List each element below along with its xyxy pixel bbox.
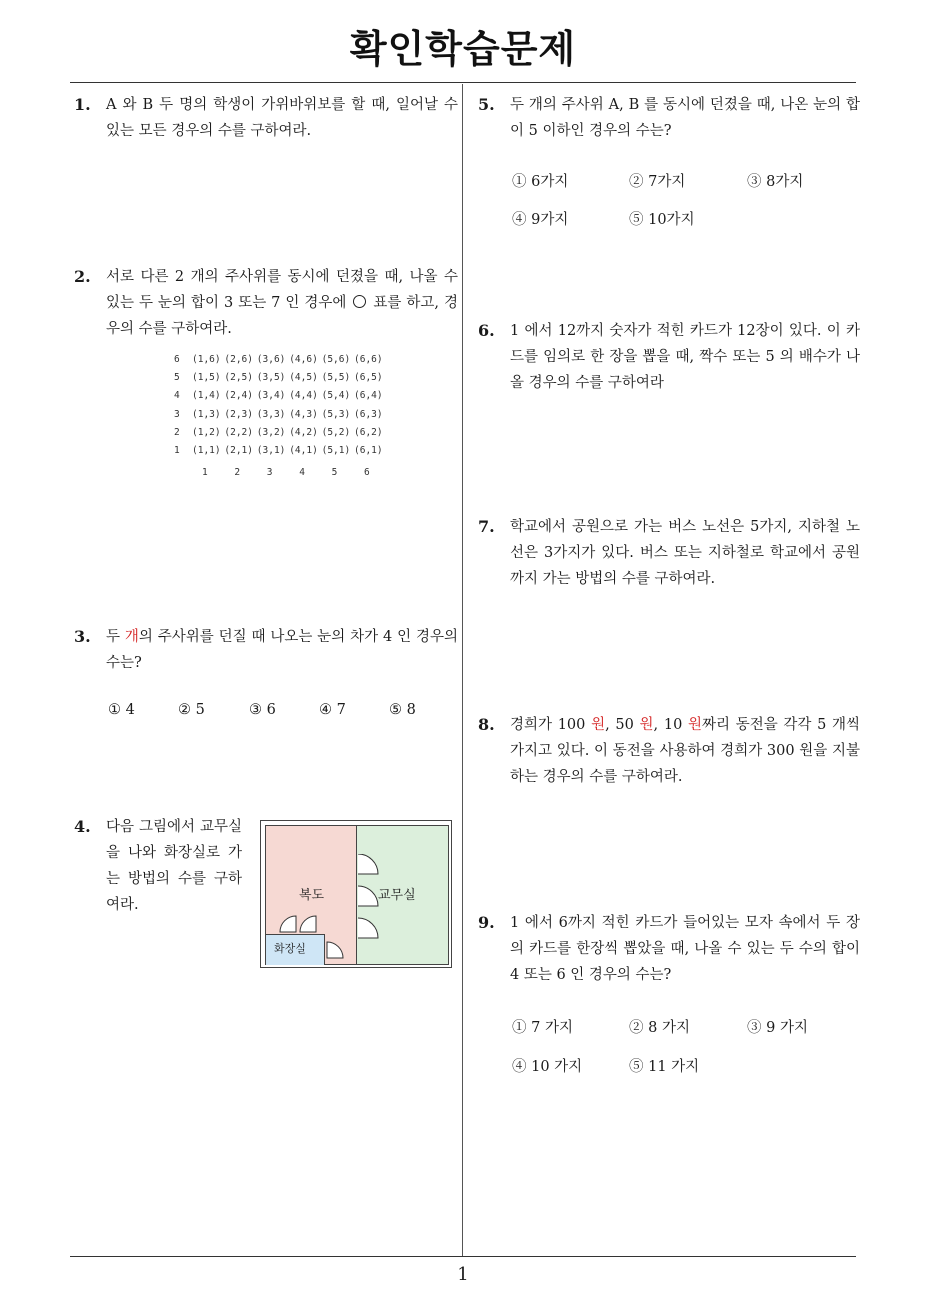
table-cell: (3,3): [256, 408, 286, 420]
table-cell: (5,2): [321, 426, 351, 438]
table-cell: (6,1): [354, 445, 383, 456]
table-column-label: 1: [202, 467, 208, 479]
table-cell: (4,6): [289, 354, 318, 365]
table-cell: (2,4): [224, 390, 253, 402]
table-cell: (1,1): [192, 445, 221, 456]
table-cell: (5,6): [321, 354, 351, 365]
office-doors-icon: [358, 854, 382, 942]
table-column-label: 5: [331, 467, 338, 479]
question-text: 다음 그림에서 교무실을 나와 화장실로 가는 방법의 수를 구하여라.: [106, 819, 242, 913]
answer-option[interactable]: ⑤ 10가지: [629, 212, 695, 228]
hall-door-icon: [325, 938, 345, 964]
answer-option[interactable]: ② 8 가지: [629, 1020, 690, 1036]
question-text: 학교에서 공원으로 가는 버스 노선은 5가지, 지하철 노선은 3가지가 있다. 버스 또는 지하철로 학교에서 공원까지 가는 방법의 수를 구하여라.: [510, 519, 860, 587]
table-cell: (3,4): [256, 390, 286, 402]
table-row-label: 1: [174, 445, 180, 456]
restroom-doors-icon: [278, 914, 318, 934]
hallway-label: 복도: [299, 888, 325, 903]
table-cell: (1,6): [192, 354, 221, 365]
table-row-label: 6: [174, 354, 180, 365]
question-text-part: 경희가 100: [510, 717, 586, 733]
table-cell: (2,3): [224, 408, 253, 420]
question-number: 3.: [74, 627, 91, 646]
answer-option[interactable]: ① 4: [108, 702, 135, 718]
answer-option[interactable]: ③ 6: [249, 702, 276, 718]
question-text: 두 개의 주사위 A, B 를 동시에 던졌을 때, 나온 눈의 합이 5 이하인 경우의 수는?: [510, 97, 860, 139]
question-text-part: , 10: [653, 717, 683, 733]
page-title: 확인학습문제: [349, 27, 577, 71]
top-rule: [70, 82, 856, 83]
question-text-highlight: 원: [591, 717, 606, 733]
answer-option[interactable]: ③ 9 가지: [747, 1020, 808, 1036]
question-number: 7.: [478, 517, 495, 536]
table-row-label: 4: [174, 390, 180, 402]
page-number: 1: [457, 1264, 469, 1285]
table-cell: (1,3): [192, 408, 221, 420]
answer-options: [512, 1016, 852, 1076]
answer-option[interactable]: ③ 8가지: [747, 174, 804, 190]
table-cell: (5,3): [321, 408, 351, 420]
floor-plan-frame: [265, 825, 449, 965]
answer-option[interactable]: ① 6가지: [512, 174, 569, 190]
table-cell: (6,3): [354, 408, 383, 420]
table-column-label: 6: [364, 467, 370, 479]
question-number: 6.: [478, 321, 495, 340]
table-column-label: 4: [299, 467, 305, 479]
table-cell: (6,6): [354, 354, 383, 365]
table-cell: (4,3): [289, 408, 318, 420]
table-cell: (4,4): [289, 390, 318, 402]
question-text-part: 의 주사위를 던질 때 나오는 눈의 차가 4 인 경우의 수는?: [106, 629, 459, 671]
question-text: [106, 264, 458, 342]
table-cell: (4,1): [289, 445, 318, 456]
table-row-label: 2: [174, 426, 180, 438]
table-cell: (4,2): [289, 426, 318, 438]
table-row-label: 3: [174, 408, 180, 420]
question-text-part: , 50: [605, 717, 634, 733]
question-text-part: 서로 다른 2 개의 주사위를 동시에 던졌을 때, 나올 수 있는 두 눈의 합이 3 또는 7 인 경우에: [106, 269, 458, 311]
answer-option[interactable]: ⑤ 8: [389, 702, 416, 718]
column-divider: [462, 84, 463, 1256]
floor-plan-diagram: [260, 820, 452, 968]
answer-options: [512, 170, 852, 230]
question-number: 1.: [74, 95, 91, 114]
question-text-part: 짜리 동전을 각각 5 개씩 가지고 있다. 이 동전을 사용하여 경희가 300 원을 지불하는 경우의 수를 구하여라.: [510, 717, 861, 785]
table-cell: (6,4): [354, 390, 383, 402]
question-text-part: 두: [106, 629, 121, 645]
table-cell: (5,4): [321, 390, 351, 402]
table-cell: (3,5): [256, 372, 286, 384]
question-number: 4.: [74, 817, 91, 836]
answer-option[interactable]: ⑤ 11 가지: [629, 1059, 700, 1075]
table-cell: (6,2): [354, 426, 383, 438]
question-text: [106, 624, 458, 676]
table-cell: (1,2): [192, 426, 221, 438]
table-cell: (2,6): [224, 354, 253, 365]
table-column-label: 3: [266, 467, 273, 479]
table-cell: (2,5): [224, 372, 253, 384]
table-cell: (3,2): [256, 426, 286, 438]
answer-option[interactable]: ④ 9가지: [512, 212, 569, 228]
question-number: 5.: [478, 95, 495, 114]
table-cell: (1,4): [192, 390, 221, 402]
question-number: 8.: [478, 715, 495, 734]
table-cell: (1,5): [192, 372, 221, 384]
circle-mark-icon: [353, 295, 366, 308]
question-text: A 와 B 두 명의 학생이 가위바위보를 할 때, 일어날 수 있는 모든 경우의 수를 구하여라.: [106, 97, 458, 139]
question-text-highlight: 개: [124, 629, 139, 645]
table-row-label: 5: [174, 372, 180, 384]
table-cell: (4,5): [289, 372, 318, 384]
question-text-highlight: 원: [639, 717, 654, 733]
table-cell: (6,5): [354, 372, 383, 384]
question-number: 9.: [478, 913, 495, 932]
answer-option[interactable]: ④ 10 가지: [512, 1059, 583, 1075]
table-cell: (5,1): [321, 445, 351, 456]
question-text-part: 표를 하고, 경우의 수를 구하여라.: [106, 295, 458, 337]
bottom-rule: [70, 1256, 856, 1257]
teachers-office-label: 교무실: [378, 888, 416, 903]
question-text-highlight: 원: [687, 717, 702, 733]
table-column-label: 2: [234, 467, 241, 479]
answer-option[interactable]: ② 7가지: [629, 174, 686, 190]
question-text: [510, 712, 860, 790]
table-cell: (2,2): [224, 426, 253, 438]
table-cell: (2,1): [224, 445, 253, 456]
restroom-label: 화장실: [274, 942, 306, 955]
dice-outcome-table: [170, 354, 390, 484]
table-cell: (3,6): [256, 354, 286, 365]
question-text: 1 에서 12까지 숫자가 적힌 카드가 12장이 있다. 이 카드를 임의로 한 장을 뽑을 때, 짝수 또는 5 의 배수가 나올 경우의 수를 구하여라: [510, 323, 860, 391]
question-text: 1 에서 6까지 적힌 카드가 들어있는 모자 속에서 두 장의 카드를 한장씩 뽑았을 때, 나올 수 있는 두 수의 합이 4 또는 6 인 경우의 수는?: [510, 915, 860, 983]
answer-option[interactable]: ① 7 가지: [512, 1020, 573, 1036]
table-cell: (3,1): [256, 445, 286, 456]
table-cell: (5,5): [321, 372, 351, 384]
question-number: 2.: [74, 267, 91, 286]
answer-option[interactable]: ② 5: [178, 702, 205, 718]
answer-option[interactable]: ④ 7: [319, 702, 346, 718]
